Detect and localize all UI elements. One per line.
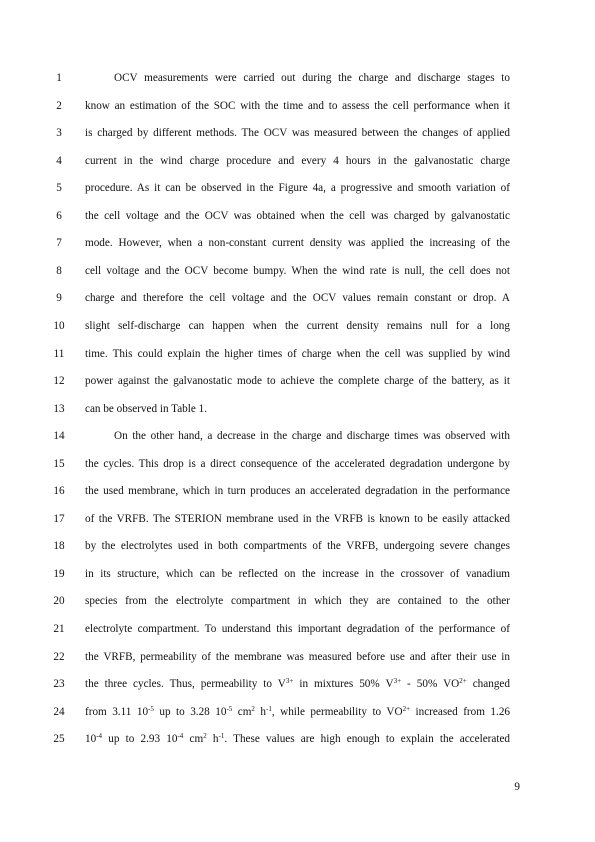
text-line (0, 455, 595, 473)
line-number: 18 (53, 540, 65, 553)
line-text: slight self-discharge can happen when the current density remains null for a long (85, 319, 510, 332)
line-text: by the electrolytes used in both compartments of the VRFB, undergoing severe changes (85, 540, 510, 553)
line-text (85, 730, 510, 748)
superscript: -1 (218, 732, 225, 741)
line-number: 17 (53, 512, 65, 525)
text-segment: cm (183, 733, 204, 746)
line-number: 15 (53, 457, 65, 470)
line-number: 7 (56, 237, 62, 250)
superscript: 3+ (393, 677, 402, 686)
line-number: 16 (53, 485, 65, 498)
text-segment: - 50% VO (401, 678, 460, 691)
text-line (0, 592, 595, 610)
line-number: 19 (53, 567, 65, 580)
line-number: 2 (56, 99, 62, 112)
line-number: 20 (53, 595, 65, 608)
line-number: 4 (56, 154, 62, 167)
superscript: 2 (203, 732, 207, 741)
line-number: 23 (53, 678, 65, 691)
text-line (0, 400, 595, 418)
line-number: 1 (56, 72, 62, 84)
text-line (0, 69, 595, 87)
text-line (0, 510, 595, 528)
superscript: -4 (96, 732, 103, 741)
text-segment: . These values are high enough to explain the accelerated (224, 733, 511, 746)
line-text: charge and therefore the cell voltage and the OCV values remain constant or drop. A (85, 292, 510, 305)
line-number: 24 (53, 705, 65, 718)
text-segment: in mixtures 50% V (293, 678, 394, 691)
text-line (0, 262, 595, 280)
line-text: OCV measurements were carried out during the charge and discharge stages to (114, 72, 510, 84)
text-line (0, 207, 595, 225)
text-line (0, 620, 595, 638)
line-text: can be observed in Table 1. (85, 402, 208, 415)
line-text: the cycles. This drop is a direct consequence of the accelerated degradation undergone by (85, 457, 510, 470)
line-text: the cell voltage and the OCV was obtained when the cell was charged by galvanostatic (85, 209, 510, 222)
text-segment: changed (466, 678, 510, 691)
superscript: -1 (266, 704, 272, 713)
line-number: 3 (56, 127, 62, 140)
text-line (0, 97, 595, 115)
line-number: 9 (56, 292, 62, 305)
text-segment: the three cycles. Thus, permeability to V (85, 678, 286, 691)
line-text: current in the wind charge procedure and every 4 hours in the galvanostatic charge (85, 154, 510, 167)
line-text: On the other hand, a decrease in the charge and discharge times was observed with (114, 430, 510, 443)
line-number: 5 (56, 182, 62, 195)
text-line (0, 482, 595, 500)
text-line (0, 730, 595, 748)
line-text: the used membrane, which in turn produces an accelerated degradation in the performance (85, 485, 510, 498)
line-number: 25 (53, 733, 65, 746)
line-text: mode. However, when a non-constant current density was applied the increasing of the (85, 237, 510, 250)
text-line (0, 675, 595, 693)
text-segment: increased from 1.26 (410, 705, 511, 718)
text-line (0, 345, 595, 363)
line-text: of the VRFB. The STERION membrane used in the VRFB is known to be easily attacked (85, 512, 510, 525)
line-number: 10 (53, 319, 65, 332)
superscript: 2 (251, 704, 255, 713)
line-text (85, 675, 510, 693)
line-text: time. This could explain the higher times of charge when the cell was supplied by wind (85, 347, 510, 360)
text-segment: up to 3.28 10 (153, 705, 227, 718)
text-segment: h (254, 705, 266, 718)
text-line (0, 537, 595, 555)
line-number: 13 (53, 402, 65, 415)
line-number: 22 (53, 650, 65, 663)
text-line (0, 124, 595, 142)
line-text: procedure. As it can be observed in the Figure 4a, a progressive and smooth variation of (85, 182, 510, 195)
text-segment: h (206, 733, 219, 746)
text-line (0, 152, 595, 170)
line-text: power against the galvanostatic mode to achieve the complete charge of the battery, as it (85, 375, 510, 388)
superscript: -5 (148, 704, 154, 713)
line-text: the VRFB, permeability of the membrane was measured before use and after their use in (85, 650, 510, 663)
text-segment: cm (232, 705, 252, 718)
text-line (0, 179, 595, 197)
text-line (0, 372, 595, 390)
text-line (0, 317, 595, 335)
text-segment: 10 (85, 733, 97, 746)
text-line (0, 703, 595, 721)
line-number: 12 (53, 375, 65, 388)
line-number: 14 (53, 430, 65, 443)
superscript: -5 (226, 704, 233, 713)
text-line (0, 234, 595, 252)
text-line (0, 289, 595, 307)
line-text: is charged by different methods. The OCV was measured between the changes of applied (85, 127, 510, 140)
superscript: -4 (177, 732, 184, 741)
line-text: in its structure, which can be reflected on the increase in the crossover of vanadium (85, 567, 510, 580)
superscript: 2+ (459, 677, 467, 686)
line-number: 11 (53, 347, 65, 360)
line-text: species from the electrolyte compartment in which they are contained to the other (85, 595, 510, 608)
text-line (0, 427, 595, 445)
line-number: 6 (56, 209, 62, 222)
superscript: 2+ (402, 704, 411, 713)
superscript: 3+ (285, 677, 294, 686)
line-number: 21 (53, 623, 65, 635)
line-number: 8 (56, 264, 62, 277)
line-text: cell voltage and the OCV become bumpy. When the wind rate is null, the cell does not (85, 264, 510, 277)
text-segment: up to 2.93 10 (102, 733, 178, 746)
text-segment: from 3.11 10 (85, 705, 149, 718)
line-text: know an estimation of the SOC with the time and to assess the cell performance when it (85, 99, 510, 112)
text-line (0, 565, 595, 583)
line-text: electrolyte compartment. To understand this important degradation of the performance of (85, 623, 510, 635)
page-number: 9 (514, 781, 520, 793)
line-text (85, 703, 510, 721)
text-segment: , while permeability to VO (271, 705, 403, 718)
text-line (0, 648, 595, 666)
